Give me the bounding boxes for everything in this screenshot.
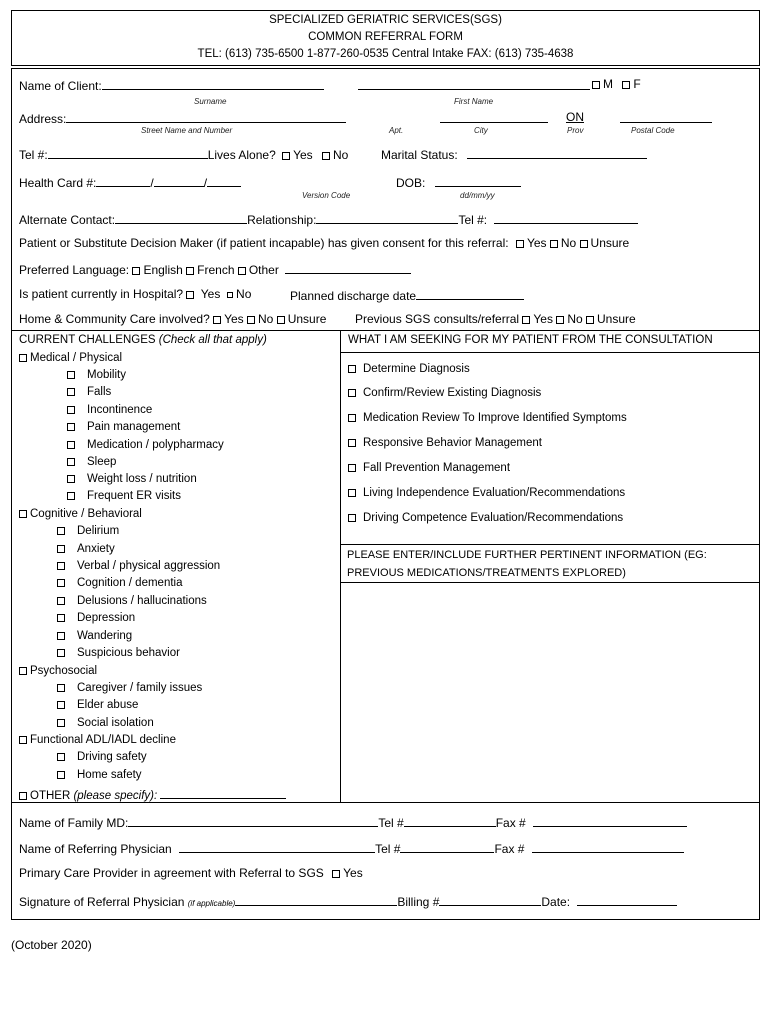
lives-alone-yes-label: Yes bbox=[293, 148, 313, 162]
consent-text: Patient or Substitute Decision Maker (if patient incapable) has given consent for this referral: bbox=[19, 236, 509, 250]
discharge-label: Planned discharge date bbox=[290, 289, 417, 303]
other-challenge-row bbox=[19, 786, 286, 802]
health-card-part2-field[interactable] bbox=[154, 174, 204, 187]
challenge-label: Social isolation bbox=[77, 717, 154, 729]
other-challenge-checkbox[interactable] bbox=[19, 792, 27, 800]
challenge-item bbox=[57, 769, 142, 781]
health-card-part1-field[interactable] bbox=[96, 174, 150, 187]
hospital-yes-checkbox[interactable] bbox=[186, 291, 194, 299]
dob-label: DOB: bbox=[396, 176, 426, 190]
seeking-checkbox[interactable] bbox=[348, 464, 356, 472]
section-divider bbox=[11, 802, 760, 803]
previous-sgs-label: Previous SGS consults/referral bbox=[355, 312, 520, 326]
other-language-label: Other bbox=[248, 263, 279, 277]
seeking-checkbox[interactable] bbox=[348, 439, 356, 447]
challenge-item bbox=[57, 751, 147, 763]
contact-line: TEL: (613) 735-6500 1-877-260-0535 Central Intake FAX: (613) 735-4638 bbox=[197, 48, 574, 60]
client-name-row bbox=[19, 77, 324, 93]
challenge-label: Pain management bbox=[87, 421, 181, 433]
alt-contact-field[interactable] bbox=[115, 211, 247, 224]
challenge-checkbox[interactable] bbox=[67, 423, 75, 431]
cognitive-checkbox[interactable] bbox=[19, 510, 27, 518]
challenge-label: Caregiver / family issues bbox=[77, 682, 203, 694]
slash: / bbox=[150, 176, 154, 190]
challenge-item bbox=[67, 404, 152, 416]
billing-field[interactable] bbox=[439, 893, 541, 906]
challenge-label: Elder abuse bbox=[77, 699, 139, 711]
home-care-label: Home & Community Care involved? bbox=[19, 312, 210, 326]
alt-tel-field[interactable] bbox=[494, 211, 638, 224]
challenge-item bbox=[57, 560, 220, 572]
english-checkbox[interactable] bbox=[132, 267, 140, 275]
challenge-label: Incontinence bbox=[87, 404, 153, 416]
family-md-tel-field[interactable] bbox=[404, 814, 496, 827]
psychosocial-label: Psychosocial bbox=[30, 665, 98, 677]
previous-yes-label: Yes bbox=[533, 312, 553, 326]
consent-unsure-label: Unsure bbox=[590, 236, 630, 250]
seeking-item bbox=[348, 387, 541, 399]
tel-label: Tel #: bbox=[19, 148, 48, 162]
relationship-field[interactable] bbox=[316, 211, 458, 224]
health-card-version-field[interactable] bbox=[207, 174, 241, 187]
consent-yes-label: Yes bbox=[526, 236, 547, 250]
hospital-label: Is patient currently in Hospital? bbox=[19, 287, 184, 301]
psychosocial-category bbox=[19, 665, 97, 677]
challenge-label: Falls bbox=[87, 386, 112, 398]
challenge-checkbox[interactable] bbox=[67, 406, 75, 414]
consent-row bbox=[19, 236, 629, 250]
lives-alone-no-label: No bbox=[333, 148, 349, 162]
challenge-checkbox[interactable] bbox=[57, 701, 65, 709]
french-label: French bbox=[197, 263, 235, 277]
seeking-item bbox=[348, 512, 623, 524]
medical-checkbox[interactable] bbox=[19, 354, 27, 362]
challenge-item bbox=[57, 699, 138, 711]
marital-status-label: Marital Status: bbox=[381, 148, 458, 162]
province-value: ON bbox=[566, 110, 584, 124]
medical-label: Medical / Physical bbox=[30, 352, 123, 364]
primary-care-yes-checkbox[interactable] bbox=[332, 870, 340, 878]
consent-no-label: No bbox=[560, 236, 577, 250]
hospital-row bbox=[19, 287, 251, 301]
city-caption: City bbox=[474, 126, 488, 135]
hospital-yes-label: Yes bbox=[200, 287, 221, 301]
referring-tel-field[interactable] bbox=[400, 840, 494, 853]
medical-category bbox=[19, 352, 122, 364]
challenge-item bbox=[57, 525, 119, 537]
dob-field[interactable] bbox=[435, 174, 521, 187]
challenge-label: Driving safety bbox=[77, 751, 147, 763]
postal-code-field[interactable] bbox=[620, 110, 712, 123]
client-name-label: Name of Client: bbox=[19, 79, 102, 93]
relationship-label: Relationship: bbox=[247, 213, 317, 227]
challenge-label: Suspicious behavior bbox=[77, 647, 180, 659]
apt-caption: Apt. bbox=[389, 126, 404, 135]
family-md-field[interactable] bbox=[128, 814, 378, 827]
consent-unsure-checkbox[interactable] bbox=[580, 240, 588, 248]
signature-field[interactable] bbox=[235, 893, 397, 906]
referring-fax-field[interactable] bbox=[532, 840, 684, 853]
challenge-checkbox[interactable] bbox=[67, 441, 75, 449]
home-care-yes-checkbox[interactable] bbox=[213, 316, 221, 324]
functional-category bbox=[19, 734, 176, 746]
lives-alone-yes-checkbox[interactable] bbox=[282, 152, 290, 160]
marital-status-field[interactable] bbox=[467, 146, 647, 159]
home-care-unsure-checkbox[interactable] bbox=[277, 316, 285, 324]
seeking-checkbox[interactable] bbox=[348, 414, 356, 422]
street-field[interactable] bbox=[66, 110, 346, 123]
challenge-label: Medication / polypharmacy bbox=[87, 439, 224, 451]
challenge-label: Verbal / physical aggression bbox=[77, 560, 221, 572]
signature-note: (if applicable) bbox=[187, 899, 236, 908]
challenge-checkbox[interactable] bbox=[57, 545, 65, 553]
form-header bbox=[11, 10, 760, 66]
further-info-line1: PLEASE ENTER/INCLUDE FURTHER PERTINENT INFORMATION (EG: bbox=[347, 549, 707, 561]
challenge-checkbox[interactable] bbox=[67, 371, 75, 379]
city-field[interactable] bbox=[440, 110, 548, 123]
challenge-checkbox[interactable] bbox=[57, 597, 65, 605]
challenge-item bbox=[57, 717, 154, 729]
section-divider bbox=[340, 582, 760, 583]
female-label: F bbox=[633, 77, 641, 91]
challenge-checkbox[interactable] bbox=[67, 475, 75, 483]
seeking-label: Confirm/Review Existing Diagnosis bbox=[363, 387, 542, 399]
seeking-item bbox=[348, 412, 627, 424]
dob-caption: dd/mm/yy bbox=[460, 191, 495, 200]
signature-label: Signature of Referral Physician bbox=[19, 895, 185, 909]
family-md-label: Name of Family MD: bbox=[19, 816, 129, 830]
home-care-row bbox=[19, 312, 326, 326]
discharge-date-field[interactable] bbox=[416, 287, 524, 300]
surname-field[interactable] bbox=[102, 77, 324, 90]
challenge-checkbox[interactable] bbox=[57, 632, 65, 640]
other-challenge-field[interactable] bbox=[160, 786, 286, 799]
form-title: SPECIALIZED GERIATRIC SERVICES(SGS) bbox=[269, 14, 502, 26]
seeking-label: Driving Competence Evaluation/Recommendations bbox=[363, 512, 624, 524]
challenge-item bbox=[57, 595, 207, 607]
challenge-checkbox[interactable] bbox=[57, 562, 65, 570]
seeking-item bbox=[348, 437, 542, 449]
seeking-item bbox=[348, 363, 470, 375]
primary-care-label: Primary Care Provider in agreement with Referral to SGS bbox=[19, 866, 324, 880]
alt-contact-label: Alternate Contact: bbox=[19, 213, 116, 227]
male-label: M bbox=[603, 77, 613, 91]
section-divider bbox=[340, 544, 760, 545]
challenge-label: Anxiety bbox=[77, 543, 115, 555]
challenge-item bbox=[67, 386, 111, 398]
family-md-row bbox=[19, 814, 687, 830]
challenge-checkbox[interactable] bbox=[67, 492, 75, 500]
section-divider bbox=[11, 330, 760, 331]
seeking-checkbox[interactable] bbox=[348, 489, 356, 497]
column-divider bbox=[340, 330, 341, 802]
family-md-fax-field[interactable] bbox=[533, 814, 687, 827]
hospital-no-label: No bbox=[236, 287, 252, 301]
challenge-item bbox=[67, 456, 116, 468]
english-label: English bbox=[143, 263, 183, 277]
functional-checkbox[interactable] bbox=[19, 736, 27, 744]
other-challenge-note: (please specify): bbox=[73, 790, 158, 802]
seeking-label: Determine Diagnosis bbox=[363, 363, 470, 375]
other-language-checkbox[interactable] bbox=[238, 267, 246, 275]
challenge-item bbox=[67, 439, 224, 451]
other-challenge-label: OTHER bbox=[30, 790, 71, 802]
first-name-caption: First Name bbox=[454, 97, 494, 106]
home-care-no-checkbox[interactable] bbox=[247, 316, 255, 324]
referring-physician-label: Name of Referring Physician bbox=[19, 842, 172, 856]
alt-tel-label: Tel #: bbox=[458, 213, 488, 227]
challenge-checkbox[interactable] bbox=[57, 614, 65, 622]
previous-no-checkbox[interactable] bbox=[556, 316, 564, 324]
challenges-heading-text: CURRENT CHALLENGES bbox=[19, 334, 156, 346]
challenge-label: Delirium bbox=[77, 525, 120, 537]
challenge-label: Frequent ER visits bbox=[87, 490, 181, 502]
primary-care-row bbox=[19, 866, 363, 880]
previous-sgs-row bbox=[355, 312, 636, 326]
cognitive-category bbox=[19, 508, 142, 520]
challenge-item bbox=[67, 490, 181, 502]
challenge-label: Sleep bbox=[87, 456, 117, 468]
challenge-checkbox[interactable] bbox=[57, 753, 65, 761]
consent-yes-checkbox[interactable] bbox=[516, 240, 524, 248]
previous-unsure-label: Unsure bbox=[597, 312, 636, 326]
home-care-no-label: No bbox=[258, 312, 274, 326]
challenge-item bbox=[57, 543, 115, 555]
home-care-unsure-label: Unsure bbox=[287, 312, 327, 326]
challenge-checkbox[interactable] bbox=[57, 527, 65, 535]
challenge-item bbox=[57, 630, 132, 642]
street-caption: Street Name and Number bbox=[141, 126, 233, 135]
lives-alone-label: Lives Alone? bbox=[207, 148, 276, 162]
date-label: Date: bbox=[541, 895, 571, 909]
challenge-checkbox[interactable] bbox=[57, 579, 65, 587]
surname-caption: Surname bbox=[194, 97, 227, 106]
challenge-label: Weight loss / nutrition bbox=[87, 473, 197, 485]
postal-caption: Postal Code bbox=[631, 126, 675, 135]
challenges-heading-note: (Check all that apply) bbox=[158, 334, 267, 346]
challenge-checkbox[interactable] bbox=[57, 771, 65, 779]
psychosocial-checkbox[interactable] bbox=[19, 667, 27, 675]
challenge-item bbox=[57, 682, 202, 694]
challenge-checkbox[interactable] bbox=[67, 388, 75, 396]
challenge-label: Home safety bbox=[77, 769, 142, 781]
section-divider bbox=[340, 352, 760, 353]
language-row bbox=[19, 261, 411, 277]
address-label: Address: bbox=[19, 112, 67, 126]
tel-field[interactable] bbox=[48, 146, 208, 159]
language-label: Preferred Language: bbox=[19, 263, 130, 277]
family-md-fax-label: Fax # bbox=[495, 816, 526, 830]
further-info-line2: PREVIOUS MEDICATIONS/TREATMENTS EXPLORED) bbox=[347, 567, 626, 579]
previous-unsure-checkbox[interactable] bbox=[586, 316, 594, 324]
male-checkbox[interactable] bbox=[592, 81, 600, 89]
version-date: (October 2020) bbox=[11, 938, 92, 952]
referring-physician-field[interactable] bbox=[179, 840, 375, 853]
challenge-label: Depression bbox=[77, 612, 136, 624]
french-checkbox[interactable] bbox=[186, 267, 194, 275]
slash: / bbox=[203, 176, 208, 190]
challenges-heading bbox=[19, 334, 267, 346]
seeking-label: Living Independence Evaluation/Recommendations bbox=[363, 487, 626, 499]
referring-tel-label: Tel # bbox=[375, 842, 401, 856]
family-md-tel-label: Tel # bbox=[378, 816, 404, 830]
challenge-checkbox[interactable] bbox=[57, 719, 65, 727]
previous-no-label: No bbox=[567, 312, 583, 326]
referring-physician-row bbox=[19, 840, 684, 856]
seeking-item bbox=[348, 487, 625, 499]
challenge-item bbox=[57, 612, 135, 624]
challenge-label: Wandering bbox=[77, 630, 133, 642]
challenge-item bbox=[57, 647, 180, 659]
seeking-label: Medication Review To Improve Identified Symptoms bbox=[363, 412, 627, 424]
challenge-label: Cognition / dementia bbox=[77, 577, 183, 589]
prov-caption: Prov bbox=[567, 126, 584, 135]
lives-alone-no-checkbox[interactable] bbox=[322, 152, 330, 160]
referring-fax-label: Fax # bbox=[494, 842, 525, 856]
other-language-field[interactable] bbox=[285, 261, 411, 274]
seeking-label: Fall Prevention Management bbox=[363, 462, 511, 474]
billing-label: Billing # bbox=[397, 895, 440, 909]
female-checkbox[interactable] bbox=[622, 81, 630, 89]
primary-care-yes-label: Yes bbox=[343, 866, 363, 880]
form-subtitle: COMMON REFERRAL FORM bbox=[308, 31, 463, 43]
first-name-field[interactable] bbox=[358, 77, 590, 90]
challenge-checkbox[interactable] bbox=[67, 458, 75, 466]
seeking-checkbox[interactable] bbox=[348, 365, 356, 373]
seeking-item bbox=[348, 462, 510, 474]
challenge-label: Delusions / hallucinations bbox=[77, 595, 207, 607]
signature-row bbox=[19, 893, 677, 909]
challenge-item bbox=[67, 421, 180, 433]
further-info-textarea[interactable] bbox=[342, 585, 758, 800]
challenge-checkbox[interactable] bbox=[57, 684, 65, 692]
cognitive-label: Cognitive / Behavioral bbox=[30, 508, 142, 520]
health-card-label: Health Card #: bbox=[19, 176, 97, 190]
challenge-item bbox=[57, 577, 182, 589]
challenge-item bbox=[67, 473, 197, 485]
seeking-checkbox[interactable] bbox=[348, 514, 356, 522]
challenge-label: Mobility bbox=[87, 369, 126, 381]
previous-yes-checkbox[interactable] bbox=[522, 316, 530, 324]
hospital-no-checkbox[interactable] bbox=[227, 292, 233, 298]
functional-label: Functional ADL/IADL decline bbox=[30, 734, 176, 746]
challenge-item bbox=[67, 369, 126, 381]
consent-no-checkbox[interactable] bbox=[550, 240, 558, 248]
challenge-checkbox[interactable] bbox=[57, 649, 65, 657]
date-field[interactable] bbox=[577, 893, 677, 906]
seeking-label: Responsive Behavior Management bbox=[363, 437, 542, 449]
home-care-yes-label: Yes bbox=[224, 312, 244, 326]
version-code-caption: Version Code bbox=[302, 191, 351, 200]
seeking-heading: WHAT I AM SEEKING FOR MY PATIENT FROM THE CONSULTATION bbox=[348, 334, 713, 346]
seeking-checkbox[interactable] bbox=[348, 389, 356, 397]
